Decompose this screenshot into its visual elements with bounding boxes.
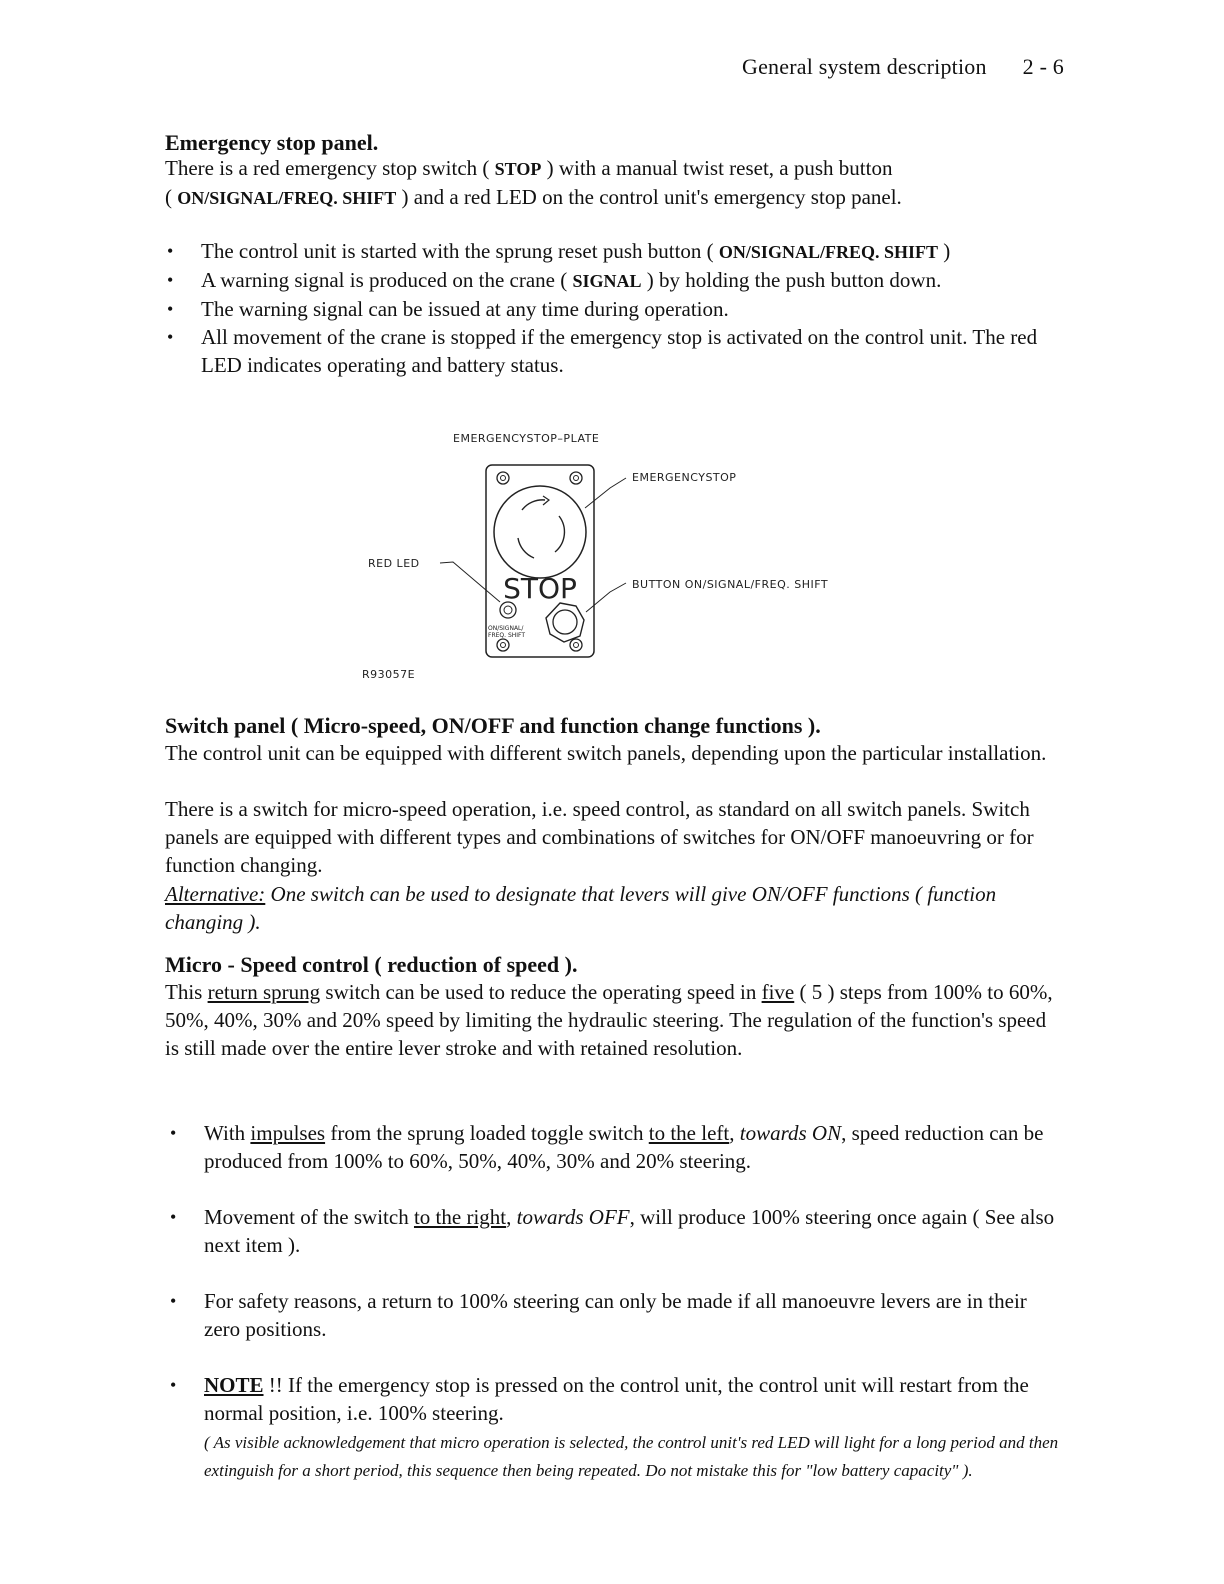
estop-bullets — [165, 237, 1045, 379]
list-item: • A warning signal is produced on the crane ( SIGNAL ) by holding the push button down. — [165, 266, 1045, 295]
emergency-stop-plate-diagram — [340, 420, 900, 690]
label-button: BUTTON ON/SIGNAL/FREQ. SHIFT — [632, 578, 829, 591]
estop-intro: There is a red emergency stop switch ( STOP ) with a manual twist reset, a push button ( ON/SIGNAL/FREQ. SHIFT ) and a red LED on the control unit's emergency stop panel. — [165, 156, 902, 209]
list-item: • For safety reasons, a return to 100% steering can only be made if all manoeuvre levers are in their zero positions. — [168, 1287, 1063, 1343]
list-item: • The warning signal can be issued at any time during operation. — [165, 295, 1045, 323]
diagram-reference: R93057E — [362, 668, 416, 681]
estop-heading: Emergency stop panel. — [165, 130, 379, 155]
list-item: • All movement of the crane is stopped if the emergency stop is activated on the control unit. The red LED indicates operating and battery status. — [165, 323, 1045, 379]
stop-switch-icon — [494, 486, 586, 578]
note-italic: ( As visible acknowledgement that micro operation is selected, the control unit's red LED will light for a long period and then extinguish for a short period, this sequence then being repeated. Do not mistake this for "low battery capacity" ). — [204, 1433, 1059, 1480]
list-item: • With impulses from the sprung loaded toggle switch to the left, towards ON, speed reduction can be produced from 100% to 60%, 50%, 40%, 30% and 20% steering. — [168, 1119, 1063, 1175]
screw-icon — [497, 639, 509, 651]
label-emergencystop: EMERGENCYSTOP — [632, 471, 737, 484]
switch-para-2: There is a switch for micro-speed operation, i.e. speed control, as standard on all switch panels. Switch panels are equipped with different types and combinations of switches for ON/OFF manoeuvring or for function changing. — [165, 797, 1034, 877]
page-header — [742, 54, 1064, 80]
plate-stop-text: STOP — [503, 572, 577, 605]
plate-small-text-2: FREQ. SHIFT — [488, 632, 526, 639]
header-title: General system description — [741, 54, 987, 79]
label-red-led: RED LED — [368, 557, 420, 570]
diagram-title: EMERGENCYSTOP–PLATE — [453, 432, 600, 445]
switch-para-1: The control unit can be equipped with different switch panels, depending upon the particular installation. — [165, 741, 1047, 765]
micro-para: This return sprung switch can be used to reduce the operating speed in five ( 5 ) steps from 100% to 60%, 50%, 40%, 30% and 20% speed by limiting the hydraulic steering. The regulation of the function's speed is still made over the entire lever stroke and with retained resolution. — [165, 980, 1053, 1060]
page-number: 2 - 6 — [1022, 54, 1064, 79]
screw-icon — [570, 639, 582, 651]
micro-heading: Micro - Speed control ( reduction of speed ). — [165, 952, 578, 977]
list-item: • Movement of the switch to the right, towards OFF, will produce 100% steering once again ( See also next item ). — [168, 1203, 1063, 1259]
list-item: • NOTE !! If the emergency stop is pressed on the control unit, the control unit will restart from the normal position, i.e. 100% steering. ( As visible acknowledgement that micro operation is selected, the control unit's red LED will light for a long period and then extinguish for a short period, this sequence then being repeated. Do not mistake this for "low battery capacity" ). — [168, 1371, 1063, 1483]
switch-alternative: Alternative: One switch can be used to designate that levers will give ON/OFF functions ( function changing ). — [165, 882, 997, 934]
push-button-icon — [546, 603, 584, 642]
micro-bullets — [168, 1119, 1063, 1483]
switch-heading: Switch panel ( Micro-speed, ON/OFF and function change functions ). — [165, 713, 821, 738]
screw-icon — [570, 472, 582, 484]
plate-small-text-1: ON/SIGNAL/ — [488, 625, 524, 632]
list-item: • The control unit is started with the sprung reset push button ( ON/SIGNAL/FREQ. SHIFT ) — [165, 237, 1045, 266]
screw-icon — [497, 472, 509, 484]
